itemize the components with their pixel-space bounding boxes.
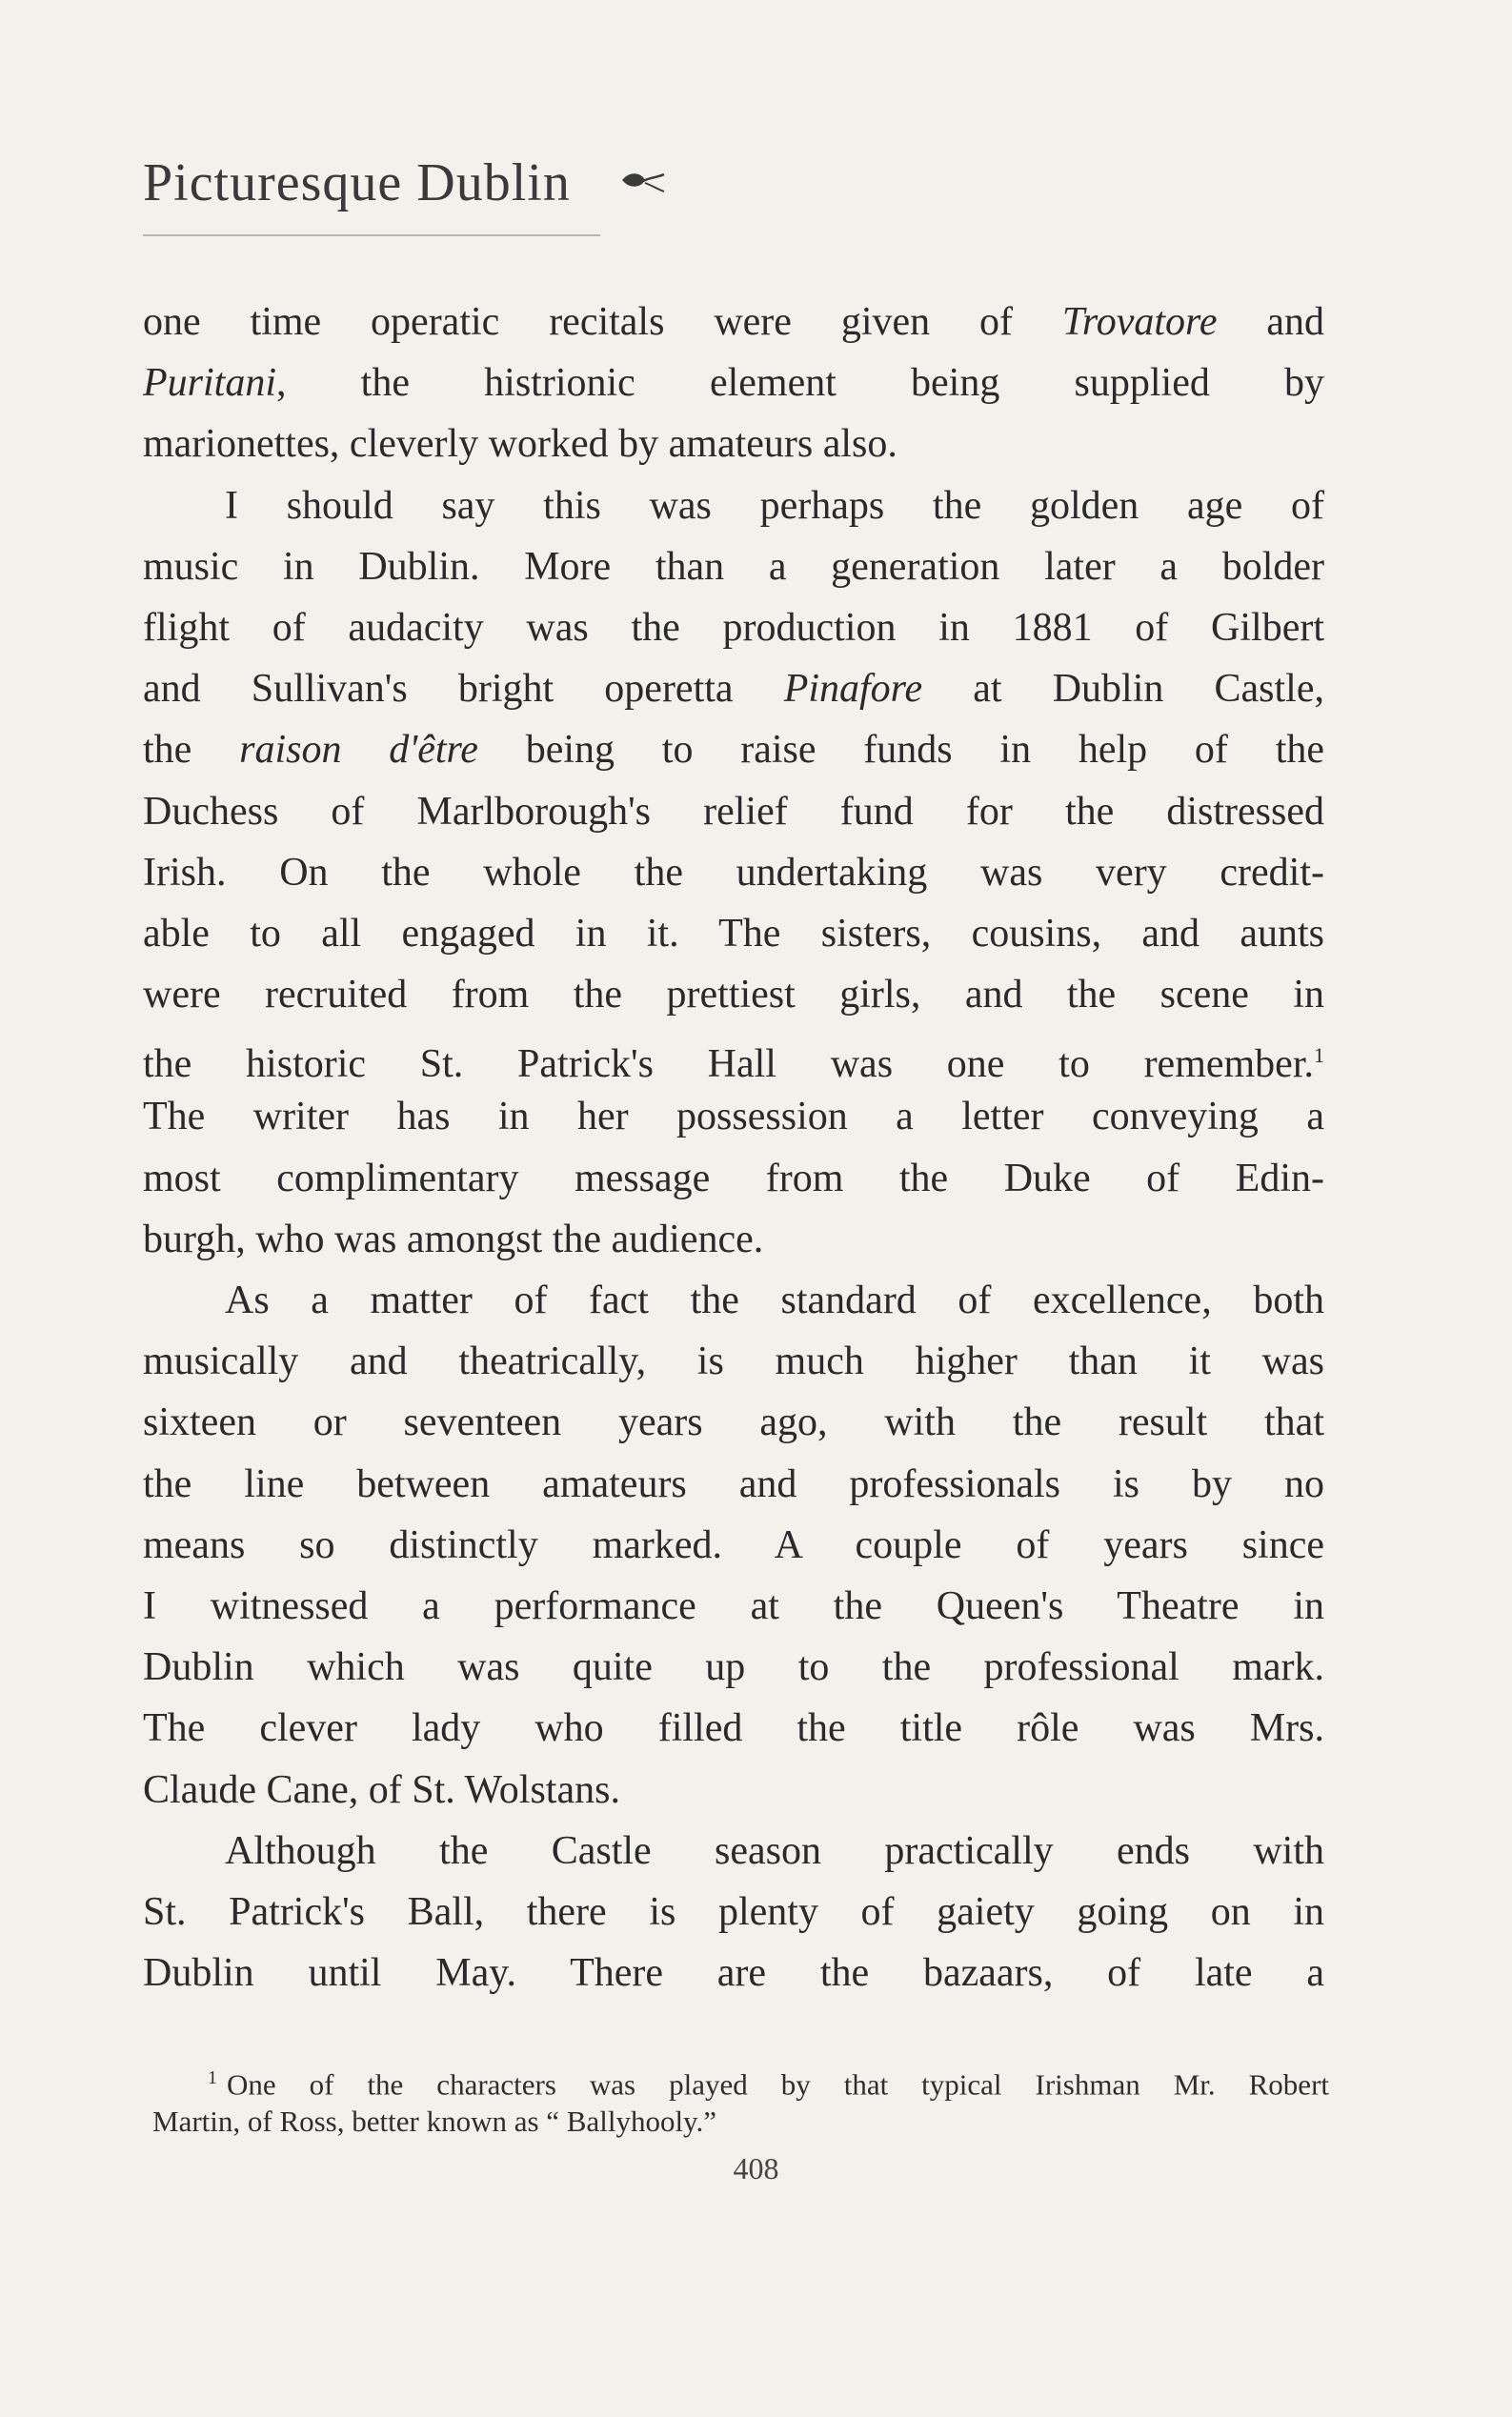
text-line: the raison d'être being to raise funds in help of the [143, 728, 1324, 773]
footnote-mark: 1 [208, 2067, 217, 2088]
text-line: means so distinctly marked. A couple of years since [143, 1522, 1324, 1567]
text-line: music in Dublin. More than a generation later a bolder [143, 544, 1324, 589]
text-line: Puritani, the histrionic element being supplied by [143, 361, 1324, 406]
footnote [152, 2056, 1329, 2144]
text-line: and Sullivan's bright operetta Pinafore at Dublin Castle, [143, 667, 1324, 712]
text-line: burgh, who was amongst the audience. [143, 1217, 764, 1261]
text-line: Dublin which was quite up to the professional mark. [143, 1645, 1324, 1690]
footnote-line: Martin, of Ross, better known as “ Ballyhooly.” [152, 2105, 717, 2138]
header-rule [143, 234, 600, 236]
text-line: St. Patrick's Ball, there is plenty of gaiety going on in [143, 1889, 1324, 1934]
text-line: most complimentary message from the Duke of Edin- [143, 1156, 1324, 1200]
footnote-text: One of the characters was played by that typical Irishman Mr. Robert [227, 2067, 1329, 2102]
text-line: were recruited from the prettiest girls, and the scene in [143, 973, 1324, 1017]
text-line: Although the Castle season practically ends with [225, 1828, 1324, 1873]
text-line: sixteen or seventeen years ago, with the result that [143, 1400, 1324, 1445]
page-number: 408 [733, 2151, 779, 2185]
text-line: Dublin until May. There are the bazaars, of late a [143, 1951, 1324, 1996]
text-line-segment: the historic St. Patrick's Hall was one to remember. [143, 1042, 1314, 1087]
text-line: Duchess of Marlborough's relief fund for the distressed [143, 789, 1324, 834]
text-line: The clever lady who filled the title rôle was Mrs. [143, 1706, 1324, 1751]
text-line: musically and theatrically, is much higher than it was [143, 1339, 1324, 1384]
text-line: I should say this was perhaps the golden age of [225, 483, 1324, 528]
running-title: Picturesque Dublin [143, 153, 571, 212]
text-line: flight of audacity was the production in 1881 of Gilbert [143, 605, 1324, 650]
leaf-ornament-icon [620, 169, 666, 197]
text-line [143, 1025, 1324, 1086]
body-text [143, 292, 1324, 2004]
text-line: marionettes, cleverly worked by amateurs also. [143, 422, 897, 467]
footnote-reference: 1 [1314, 1043, 1324, 1068]
text-line: Claude Cane, of St. Wolstans. [143, 1767, 620, 1812]
text-line: one time operatic recitals were given of Trovatore and [143, 300, 1324, 344]
text-line: I witnessed a performance at the Queen's Theatre in [143, 1583, 1324, 1628]
text-line: able to all engaged in it. The sisters, cousins, and aunts [143, 911, 1324, 956]
text-line: the line between amateurs and professionals is by no [143, 1461, 1324, 1506]
footnote-line [152, 2056, 1329, 2100]
page-header [143, 152, 666, 213]
text-line: As a matter of fact the standard of excellence, both [225, 1279, 1324, 1322]
text-line: Irish. On the whole the undertaking was very credit- [143, 850, 1324, 895]
text-line: The writer has in her possession a letter conveying a [143, 1095, 1324, 1139]
